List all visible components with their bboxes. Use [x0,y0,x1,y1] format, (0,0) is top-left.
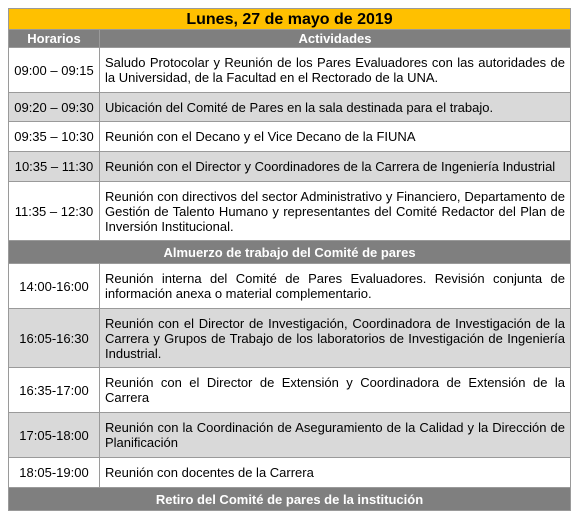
schedule-table [8,8,571,511]
row-activity: Reunión con el Director de Extensión y Coordinadora de Extensión de la Carrera [100,368,571,413]
lunch-band-row [9,241,571,264]
table-row [9,458,571,488]
table-row [9,122,571,152]
row-activity: Reunión con la Coordinación de Aseguramiento de la Calidad y la Dirección de Planificación [100,413,571,458]
table-row [9,182,571,241]
row-time: 16:35-17:00 [9,368,100,413]
row-time: 18:05-19:00 [9,458,100,488]
title-row [9,9,571,30]
row-time: 10:35 – 11:30 [9,152,100,182]
row-time: 16:05-16:30 [9,309,100,368]
row-time: 17:05-18:00 [9,413,100,458]
row-time: 09:00 – 09:15 [9,48,100,93]
table-row [9,309,571,368]
row-activity: Reunión con docentes de la Carrera [100,458,571,488]
schedule-title: Lunes, 27 de mayo de 2019 [9,9,571,30]
row-time: 09:35 – 10:30 [9,122,100,152]
row-time: 11:35 – 12:30 [9,182,100,241]
row-time: 14:00-16:00 [9,264,100,309]
closing-band-row [9,488,571,511]
row-activity: Reunión con el Director y Coordinadores de la Carrera de Ingeniería Industrial [100,152,571,182]
row-activity: Reunión interna del Comité de Pares Evaluadores. Revisión conjunta de información anexa o material complementario. [100,264,571,309]
row-activity: Ubicación del Comité de Pares en la sala destinada para el trabajo. [100,93,571,122]
row-activity: Saludo Protocolar y Reunión de los Pares Evaluadores con las autoridades de la Universidad, de la Facultad en el Rectorado de la UNA. [100,48,571,93]
header-row [9,30,571,48]
table-row [9,48,571,93]
table-row [9,413,571,458]
table-row [9,93,571,122]
header-activity: Actividades [100,30,571,48]
closing-band: Retiro del Comité de pares de la institución [9,488,571,511]
lunch-band: Almuerzo de trabajo del Comité de pares [9,241,571,264]
table-row [9,264,571,309]
table-row [9,368,571,413]
header-time: Horarios [9,30,100,48]
table-row [9,152,571,182]
row-activity: Reunión con directivos del sector Administrativo y Financiero, Departamento de Gestión de Talento Humano y representantes del Comité Redactor del Plan de Inversión Institucional. [100,182,571,241]
row-time: 09:20 – 09:30 [9,93,100,122]
row-activity: Reunión con el Decano y el Vice Decano de la FIUNA [100,122,571,152]
row-activity: Reunión con el Director de Investigación, Coordinadora de Investigación de la Carrera y Grupos de Trabajo de los laboratorios de Investigación de Ingeniería Industrial. [100,309,571,368]
